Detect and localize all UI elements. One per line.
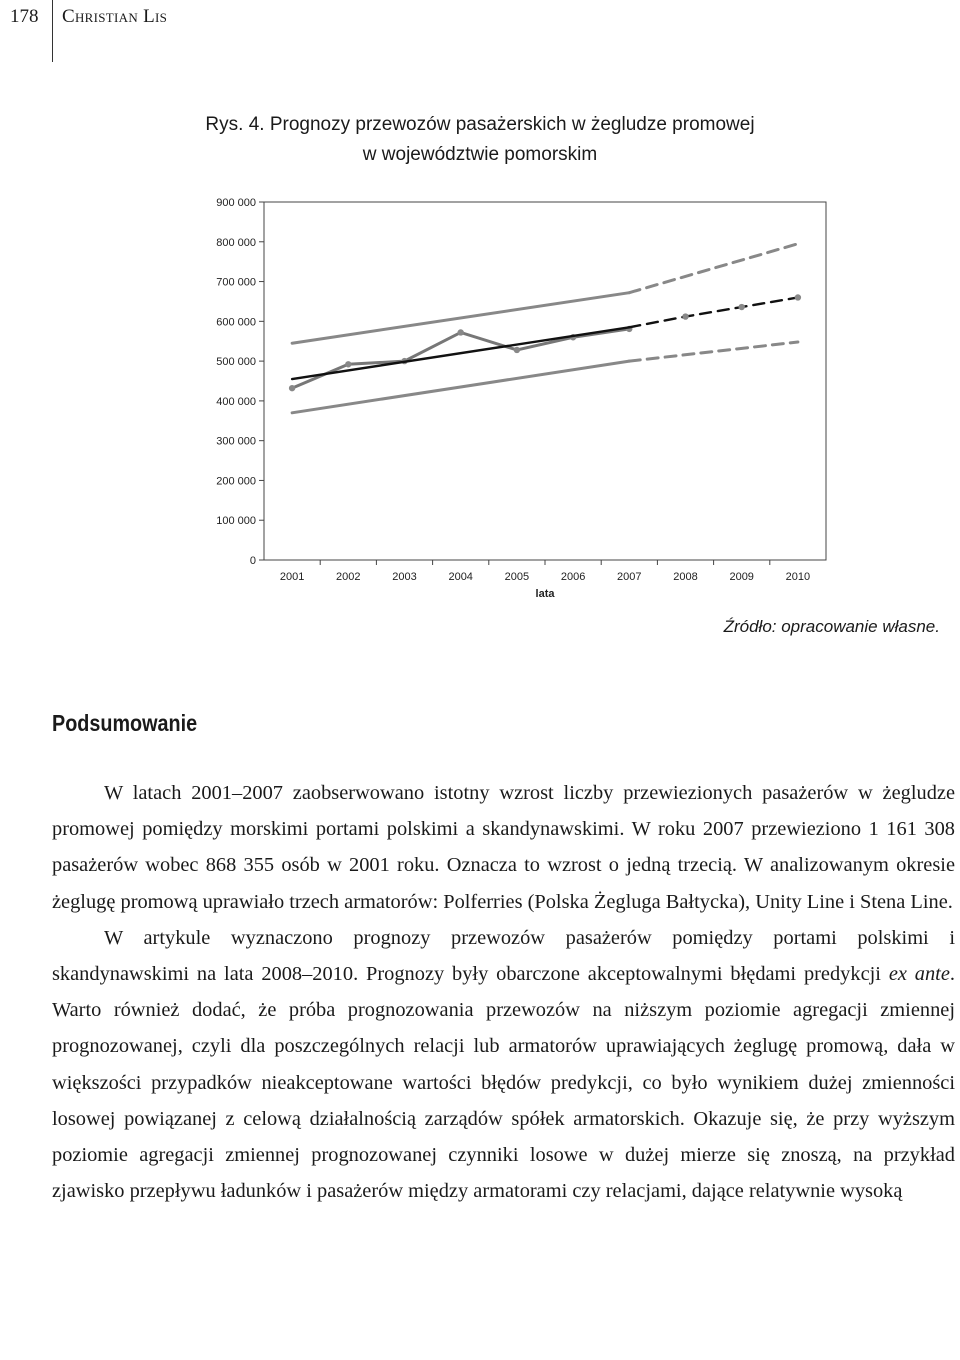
data-point-actual xyxy=(514,347,520,353)
data-point-forecast xyxy=(795,294,801,300)
series-line-lower-bound-forecast xyxy=(629,342,798,361)
summary-paragraph-1: W latach 2001–2007 zaobserwowano istotny wzrost liczby przewiezionych pasażerów w żegludze promowej pomiędzy morskimi portami polskimi a skandynawskimi. W roku 2007 przewieziono 1 161 308 pasażerów wobec 868 355 osób w 2001 roku. Oznacza to wzrost o jedną trzecią. W analizowanym okresie żeglugę promową uprawiało trzech armatorów: Polferries (Polska Żegluga Bałtycka), Unity Line i Stena Line. xyxy=(52,782,955,913)
y-tick-label: 300 000 xyxy=(216,435,256,448)
summary-paragraph-2 xyxy=(52,920,955,1210)
page-number: 178 xyxy=(10,6,39,27)
x-tick-label: 2006 xyxy=(560,571,586,583)
x-tick-label: 2003 xyxy=(392,571,417,583)
y-tick-label: 500 000 xyxy=(216,356,256,369)
y-tick-label: 200 000 xyxy=(216,475,256,488)
y-tick-label: 800 000 xyxy=(216,236,256,249)
data-point-actual xyxy=(458,329,464,335)
paragraph-2-part-a: W artykule wyznaczono prognozy przewozów pasażerów pomiędzy portami polskimi i skandynawskimi na lata 2008–2010. Prognozy były obarczone akceptowalnymi błędami predykcji xyxy=(52,926,955,986)
figure-title xyxy=(0,110,960,170)
summary-body xyxy=(52,775,955,1209)
figure-source-note: Źródło: opracowanie własne. xyxy=(723,617,940,636)
running-head-author: Christian Lis xyxy=(62,6,168,27)
data-point-actual xyxy=(289,385,295,391)
header-divider xyxy=(52,0,53,62)
series-line-forecast xyxy=(629,297,798,327)
x-axis-label: lata xyxy=(535,588,555,600)
y-tick-label: 900 000 xyxy=(216,197,256,209)
section-heading: Podsumowanie xyxy=(52,710,198,736)
series-line-upper-bound-forecast xyxy=(629,244,798,293)
data-point-forecast xyxy=(739,304,745,310)
series-line-actual xyxy=(292,329,629,388)
y-tick-label: 100 000 xyxy=(216,515,256,528)
data-point-forecast xyxy=(682,313,688,319)
data-point-actual xyxy=(345,361,351,367)
x-tick-label: 2007 xyxy=(617,571,642,583)
plot-area-frame xyxy=(264,202,826,560)
forecast-line-chart xyxy=(0,190,960,610)
ex-ante-term: ex ante xyxy=(888,963,950,986)
x-tick-label: 2010 xyxy=(785,571,811,583)
x-tick-label: 2009 xyxy=(729,571,754,583)
figure-title-line-2: w województwie pomorskim xyxy=(362,144,598,165)
y-tick-label: 700 000 xyxy=(216,276,256,289)
x-tick-label: 2004 xyxy=(448,571,473,583)
paragraph-2-part-b: . Warto również dodać, że próba prognozowania przewozów na niższym poziomie agregacji zmiennej prognozowanej, czyli dla poszczególnych relacji lub armatorów uprawiających żeglugę promową, dała w większości przypadków nieakceptowane wartości błędów predykcji, co było wynikiem dużej zmienności losowej powiązanej z celową działalnością zarządów spółek armatorskich. Okazuje się, że przy wyższym poziomie agregacji zmiennej prognozowanej czynniki losowe w dużej mierze się znoszą, na przykład zjawisko przepływu ładunków i pasażerów między armatorami czy relacjami, dające relatywnie wysoką xyxy=(52,963,955,1203)
x-tick-label: 2008 xyxy=(673,571,698,583)
y-tick-label: 600 000 xyxy=(216,316,256,329)
figure-title-line-1: Rys. 4. Prognozy przewozów pasażerskich w żegludze promowej xyxy=(205,114,755,135)
x-tick-label: 2001 xyxy=(279,571,305,583)
series-line-lower-bound xyxy=(292,361,629,413)
x-tick-label: 2005 xyxy=(504,571,530,583)
y-tick-label: 400 000 xyxy=(216,395,256,408)
x-tick-label: 2002 xyxy=(336,571,361,583)
y-tick-label: 0 xyxy=(249,555,256,567)
